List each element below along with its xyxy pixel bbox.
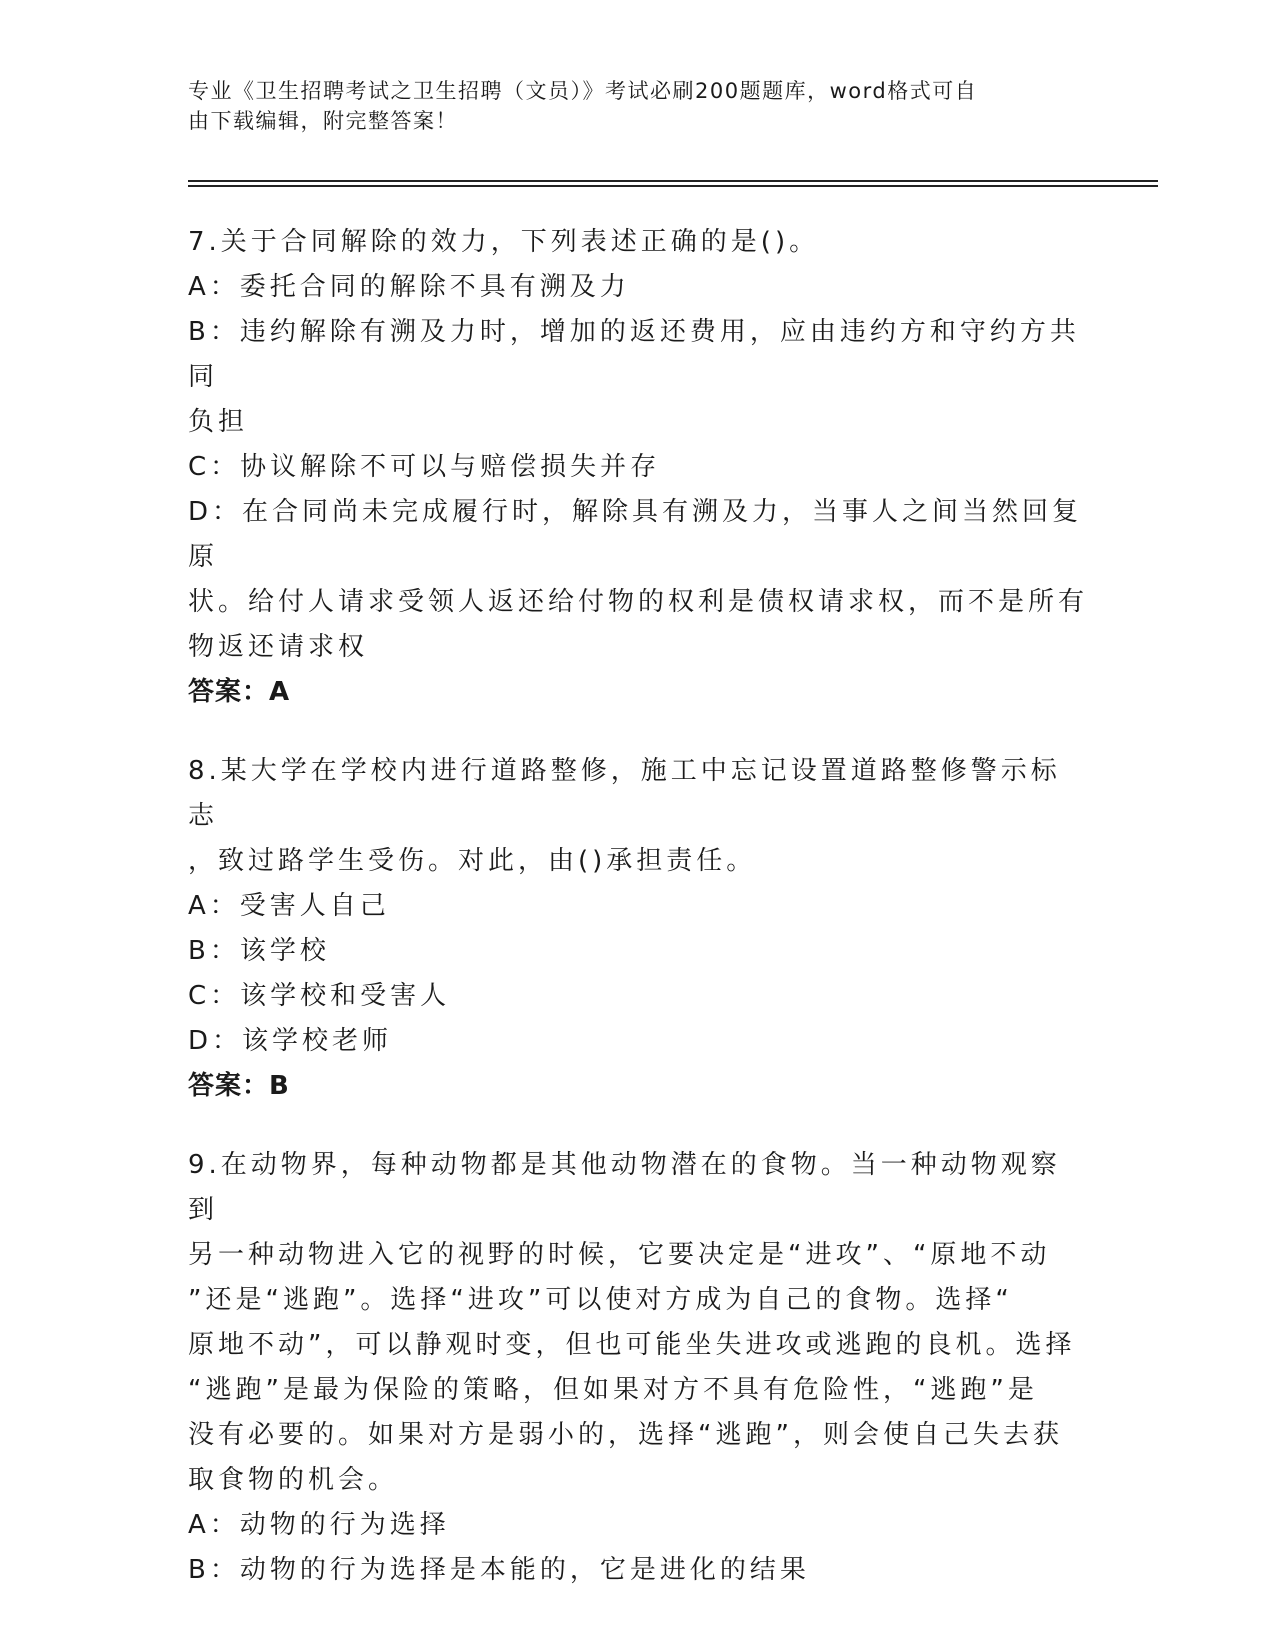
question-8-option-c: C：该学校和受害人 — [188, 981, 451, 1011]
question-7-option-c: C：协议解除不可以与赔偿损失并存 — [188, 452, 661, 482]
question-8 — [188, 749, 1088, 1109]
question-7-option-d: D：在合同尚未完成履行时，解除具有溯及力，当事人之间当然回复原 — [188, 497, 1083, 572]
question-9-stem-cont: 另一种动物进入它的视野的时候，它要决定是“进攻”、“原地不动 — [188, 1240, 1051, 1270]
question-7-stem: 7.关于合同解除的效力，下列表述正确的是()。 — [188, 227, 820, 257]
question-9-stem-cont: 没有必要的。如果对方是弱小的，选择“逃跑”，则会使自己失去获 — [188, 1420, 1063, 1450]
document-header — [188, 76, 1068, 136]
question-8-option-a: A：受害人自己 — [188, 891, 390, 921]
question-7-option-d-cont: 状。给付人请求受领人返还给付物的权利是债权请求权，而不是所有 — [188, 587, 1089, 617]
question-8-answer: 答案：B — [188, 1071, 290, 1101]
question-7-option-b-cont: 负担 — [188, 407, 249, 437]
question-8-option-b: B：该学校 — [188, 936, 330, 966]
question-7-option-a: A：委托合同的解除不具有溯及力 — [188, 272, 630, 302]
question-9-stem-cont: 原地不动”，可以静观时变，但也可能坐失进攻或逃跑的良机。选择 — [188, 1330, 1076, 1360]
question-9-stem: 9.在动物界，每种动物都是其他动物潜在的食物。当一种动物观察到 — [188, 1150, 1061, 1225]
question-7-answer: 答案：A — [188, 677, 291, 707]
question-7-option-d-cont: 物返还请求权 — [188, 632, 369, 662]
question-8-stem-cont: ，致过路学生受伤。对此，由()承担责任。 — [188, 846, 757, 876]
question-7-option-b: B：违约解除有溯及力时，增加的返还费用，应由违约方和守约方共同 — [188, 317, 1080, 392]
question-8-stem: 8.某大学在学校内进行道路整修，施工中忘记设置道路整修警示标志 — [188, 756, 1061, 831]
question-9-stem-cont: ”还是“逃跑”。选择“进攻”可以使对方成为自己的食物。选择“ — [188, 1285, 1013, 1315]
header-rule-bottom — [188, 185, 1158, 187]
question-9-option-b: B：动物的行为选择是本能的，它是进化的结果 — [188, 1555, 810, 1585]
question-9-stem-cont: 取食物的机会。 — [188, 1465, 399, 1495]
question-9 — [188, 1143, 1088, 1593]
header-line-1: 专业《卫生招聘考试之卫生招聘（文员）》考试必刷200题题库，word格式可自 — [188, 79, 978, 103]
question-9-option-a: A：动物的行为选择 — [188, 1510, 450, 1540]
question-9-stem-cont: “逃跑”是最为保险的策略，但如果对方不具有危险性，“逃跑”是 — [188, 1375, 1038, 1405]
header-rule-top — [188, 180, 1158, 182]
question-8-option-d: D：该学校老师 — [188, 1026, 393, 1056]
question-list — [188, 220, 1088, 1627]
question-7 — [188, 220, 1088, 715]
header-line-2: 由下载编辑，附完整答案！ — [188, 109, 458, 133]
